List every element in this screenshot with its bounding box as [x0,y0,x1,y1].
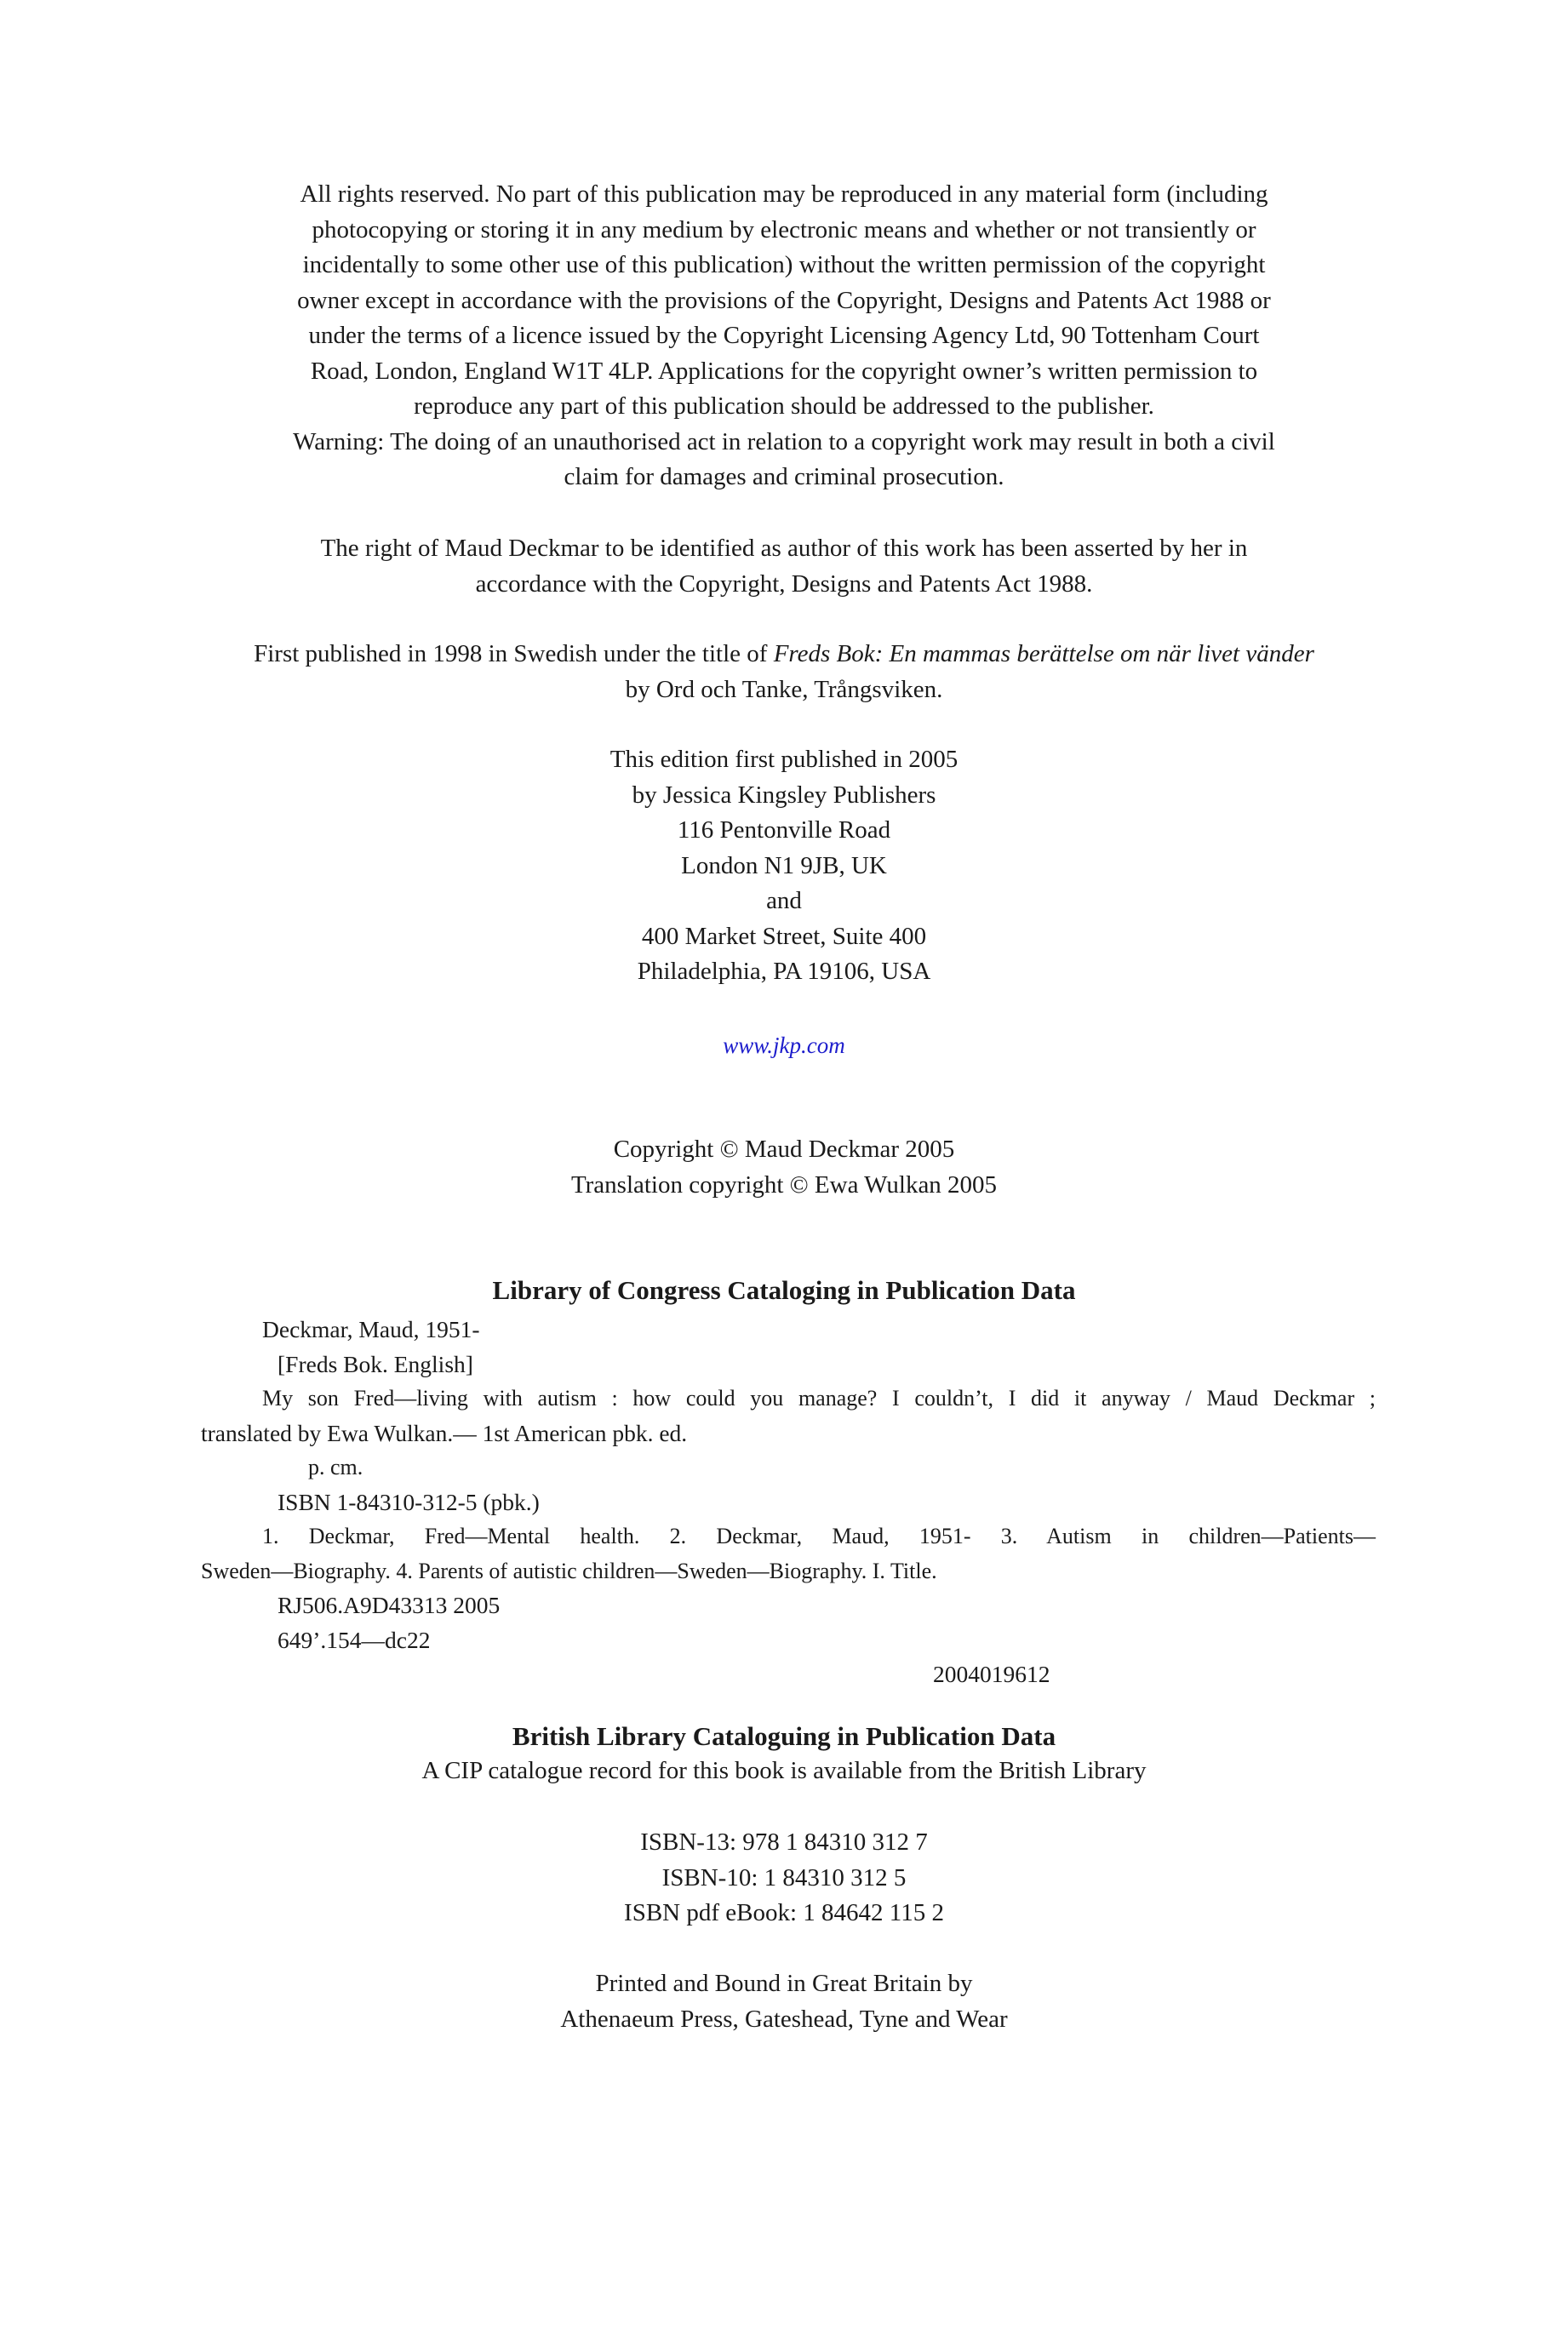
rights-line: Road, London, England W1T 4LP. Applications for the copyright owner’s written permission to [310,357,1258,385]
author-right-line: accordance with the Copyright, Designs and Patents Act 1988. [475,569,1093,598]
loc-lccn-row [201,1657,1376,1692]
loc-author: Deckmar, Maud, 1951- [262,1316,480,1342]
copyright-line: Copyright © Maud Deckmar 2005 [613,1136,955,1163]
printer-line: Printed and Bound in Great Britain by [595,1970,973,1997]
loc-title-line: translated by Ewa Wulkan.— 1st American pbk. ed. [201,1419,688,1446]
isbn-ebook: ISBN pdf eBook: 1 84642 115 2 [624,1899,944,1926]
translation-copyright-line: Translation copyright © Ewa Wulkan 2005 [570,1170,998,1199]
isbn-13: ISBN-13: 978 1 84310 312 7 [640,1828,928,1856]
rights-notice [170,177,1398,495]
original-title: Freds Bok: En mammas berättelse om när livet vänder [773,640,1314,667]
author-moral-right [170,531,1398,602]
loc-uniform-title: [Freds Bok. English] [278,1350,473,1377]
rights-line: owner except in accordance with the provisions of the Copyright, Designs and Patents Act 1988 or [297,286,1271,314]
printer-block [170,1966,1398,2037]
loc-heading: Library of Congress Cataloging in Publication Data [492,1275,1076,1305]
loc-lccn: 2004019612 [933,1661,1050,1687]
printer-name: Athenaeum Press, Gateshead, Tyne and Wear [560,2005,1008,2033]
loc-call-number: RJ506.A9D43313 2005 [278,1592,501,1618]
isbn-block [170,1825,1398,1931]
publisher-name: by Jessica Kingsley Publishers [632,781,936,809]
first-published-prefix: First published in 1998 in Swedish under the title of [254,640,768,667]
first-published-line [170,637,1398,672]
publisher-address-line: London N1 9JB, UK [681,851,887,879]
rights-line: under the terms of a licence issued by the Copyright Licensing Agency Ltd, 90 Tottenham Court [308,322,1260,349]
loc-isbn: ISBN 1-84310-312-5 (pbk.) [278,1488,540,1515]
bl-heading: British Library Cataloguing in Publication Data [512,1721,1056,1751]
publisher-address-line: Philadelphia, PA 19106, USA [637,958,931,985]
edition-line: This edition first published in 2005 [609,746,959,773]
bl-cip-line: A CIP catalogue record for this book is available from the British Library [421,1757,1147,1784]
author-right-line: The right of Maud Deckmar to be identified as author of this work has been asserted by her in [320,535,1248,562]
publisher-address-line: and [766,887,802,914]
bl-cip-text [170,1754,1398,1789]
rights-line: photocopying or storing it in any medium by electronic means and whether or not transiently or [312,215,1256,243]
warning-line: claim for damages and criminal prosecution. [564,463,1004,490]
rights-line: reproduce any part of this publication should be addressed to the publisher. [414,392,1154,420]
edition-publisher-block [170,742,1398,990]
loc-subjects-line: Sweden—Biography. 4. Parents of autistic children—Sweden—Biography. I. Title. [201,1558,937,1583]
rights-line: All rights reserved. No part of this publication may be reproduced in any material form (including [300,180,1268,208]
website-link[interactable]: www.jkp.com [723,1033,845,1058]
loc-pcm: p. cm. [308,1455,363,1479]
loc-dewey: 649’.154—dc22 [278,1626,431,1653]
rights-line: incidentally to some other use of this publication) without the written permission of the copyright [302,251,1266,278]
loc-subjects-line: 1. Deckmar, Fred—Mental health. 2. Deckmar, Maud, 1951- 3. Autism in children—Patients— [262,1524,1376,1548]
first-publication-note [170,637,1398,707]
warning-line: Warning: The doing of an unauthorised act in relation to a copyright work may result in both a civil [293,427,1275,455]
publisher-address-line: 400 Market Street, Suite 400 [641,922,927,950]
loc-cip-record [201,1313,1376,1692]
original-publisher: by Ord och Tanke, Trångsviken. [625,675,943,703]
copyright-block [170,1132,1398,1203]
website-block [170,1028,1398,1064]
loc-title-line: My son Fred—living with autism : how could you manage? I couldn’t, I did it anyway / Maud Deckmar ; [262,1386,1376,1411]
isbn-10: ISBN-10: 1 84310 312 5 [661,1863,907,1891]
publisher-address-line: 116 Pentonville Road [677,816,891,844]
